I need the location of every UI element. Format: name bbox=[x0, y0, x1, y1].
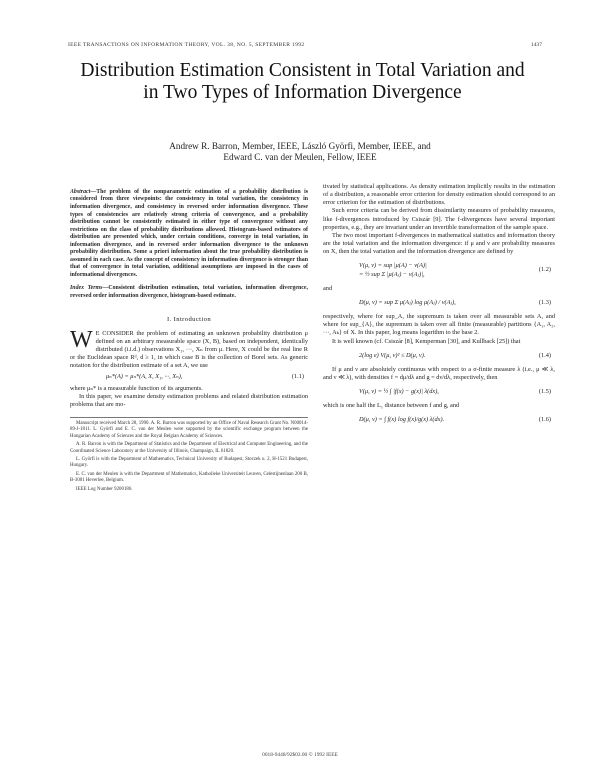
equation-1-6-number: (1.6) bbox=[538, 416, 551, 424]
right-column bbox=[323, 183, 555, 431]
footnote-gyorfi: L. Györfi is with the Department of Mathematics, Technical University of Budapest, Stoczek u. 2, H-1521 Budapest, Hungary. bbox=[70, 457, 308, 469]
equation-1-2-line-2: = ½ sup Σ |μ(Aⱼ) − ν(Aⱼ)|, bbox=[359, 270, 425, 278]
equation-1-3 bbox=[323, 293, 555, 313]
footnote-manuscript: Manuscript received March 28, 1990. A. R. Barron was supported by an Office of Naval Research Grant No. N00014-89-J-1811. L. Györfi and E. C. van der Meulen were supported by the scientific exchange program between the Hungarian Academy of Sciences and the Royal Belgian Academy of Sciences. bbox=[70, 421, 308, 439]
equation-1-3-body: D(μ, ν) = sup Σ μ(Aⱼ) log μ(Aⱼ) / ν(Aⱼ), bbox=[359, 298, 456, 306]
footnotes bbox=[70, 417, 308, 493]
intro-paragraph-1-text: E CONSIDER the problem of estimating an unknown probability distribution μ defined on an arbitrary measurable space (X, B), based on independent, identically distributed (i.i.d.) observations X₁, ···, Xₙ from μ. Here, X could be the real line R or the Euclidean space Rᵈ, d ≥ 1, in which case B is the collection of Borel sets. As generic notation for the distribution estimate of a set A, we use bbox=[70, 329, 308, 370]
equation-1-2 bbox=[323, 256, 555, 284]
equation-1-6 bbox=[323, 410, 555, 430]
abstract bbox=[70, 189, 308, 280]
right-paragraph-7: which is one half the L₁ distance between f and g, and bbox=[323, 402, 460, 410]
right-paragraph-1: tivated by statistical applications. As density estimation implicitly results in the estimation of a distribution, a reasonable error criterion for density estimation should correspond to an error criterion for the estimation of distributions. bbox=[323, 183, 555, 207]
equation-1-3-number: (1.3) bbox=[538, 298, 551, 306]
right-paragraph-4: respectively, where for sup_A, the supremum is taken over all measurable sets A, and where for sup_{A}, the supremum is taken over all finite (measurable) partitions {A₁, A₂, ···, Aₖ} of X. In this paper, log means logarithm to the base 2. bbox=[323, 313, 555, 337]
drop-cap: W bbox=[70, 326, 93, 353]
abstract-text: —The problem of the nonparametric estimation of a probability distribution is considered from three viewpoints: the consistency in total variation, the consistency in information divergence, and consistency in reversed order information divergence. These types of consistencies are relatively strong criteria of convergence, and a probability distribution cannot be consistently estimated in either type of convergence without any restrictions on the class of probability distributions allowed. Histogram-based estimators of distribution are presented which, under certain conditions, converge in total variation, in information divergence, and in reversed order information divergence to the unknown probability distribution. Some a priori information about the true probability distribution is assumed in each case. As the concept of consistency in information divergence is stronger than that of convergence in total variation, additional assumptions are imposed in the cases of informational divergences. bbox=[70, 188, 308, 278]
footnote-van-der-meulen: E. C. van der Meulen is with the Department of Mathematics, Katholieke Universiteit Leuven, Celestijnenlaan 200 B, B-3001 Heverlee, Belgium. bbox=[70, 471, 308, 484]
equation-1-2-body bbox=[359, 262, 427, 278]
author-block bbox=[120, 141, 480, 163]
equation-1-4-number: (1.4) bbox=[538, 351, 551, 359]
right-paragraph-2: Such error criteria can be derived from dissimilarity measures of probability measures, like f-divergences introduced by Csiszár [9]. The f-divergences have several important properties, e.g., they are invariant under an invertible transformation of the sample space. bbox=[323, 207, 555, 231]
running-head: IEEE TRANSACTIONS ON INFORMATION THEORY, VOL. 38, NO. 5, SEPTEMBER 1992 bbox=[68, 42, 305, 48]
left-column bbox=[70, 183, 308, 495]
footnote-barron: A. R. Barron is with the Department of Statistics and the Department of Electrical and Computer Engineering, and the Coordinated Science Laboratory at the University of Illinois, Champaign, IL 61820. bbox=[70, 442, 308, 454]
equation-1-1 bbox=[70, 370, 308, 384]
equation-1-2-number: (1.2) bbox=[538, 266, 551, 274]
intro-paragraph-3: In this paper, we examine density estimation problems and related distribution estimation problems that are mo- bbox=[70, 392, 308, 408]
abstract-label: Abstract bbox=[70, 188, 91, 195]
author-line-1: Andrew R. Barron, Member, IEEE, László Györfi, Member, IEEE, and bbox=[169, 141, 431, 151]
intro-paragraph-1 bbox=[70, 326, 308, 371]
equation-1-5-body: V(μ, ν) = ½ ∫ |f(x) − g(x)| λ(dx), bbox=[359, 388, 439, 396]
equation-1-4-body: 2(log e) V(μ, ν)² ≤ D(μ, ν). bbox=[359, 351, 426, 359]
equation-1-1-number: (1.1) bbox=[291, 373, 304, 381]
right-word-and: and bbox=[323, 284, 333, 292]
page-number: 1437 bbox=[530, 42, 542, 48]
intro-paragraph-2: where μₙ* is a measurable function of its arguments. bbox=[70, 384, 203, 392]
right-paragraph-3: The two most important f-divergences in mathematical statistics and information theory are the total variation and the information divergence: if μ and ν are probability measures on X, then the total variation and the information divergence are defined by bbox=[323, 231, 555, 256]
footnote-log-number: IEEE Log Number 9200186. bbox=[76, 486, 133, 492]
equation-1-2-line-1: V(μ, ν) = sup |μ(A) − ν(A)| bbox=[359, 262, 427, 270]
equation-1-4 bbox=[323, 346, 555, 366]
copyright-line: 0018-9448/92$03.00 © 1992 IEEE bbox=[262, 752, 338, 758]
paper-title: Distribution Estimation Consistent in Total Variation and in Two Types of Information Divergence bbox=[80, 60, 525, 103]
equation-1-5 bbox=[323, 382, 555, 402]
index-terms-label: Index Terms bbox=[70, 285, 103, 292]
equation-1-1-body: μₙ*(A) = μₙ*(A, X, X₁, ···, Xₙ), bbox=[106, 373, 183, 381]
index-terms-text: —Consistent distribution estimation, total variation, information divergence, reversed order information divergence, histogram-based estimate. bbox=[70, 285, 308, 299]
right-paragraph-5: It is well known (cf. Csiszár [8], Kemperman [30], and Kullback [25]) that bbox=[332, 337, 521, 345]
equation-1-6-body: D(μ, ν) = ∫ f(x) log f(x)/g(x) λ(dx). bbox=[359, 416, 445, 424]
section-heading-introduction: I. Introduction bbox=[166, 316, 212, 324]
author-line-2: Edward C. van der Meulen, Fellow, IEEE bbox=[223, 152, 377, 162]
index-terms bbox=[70, 285, 308, 300]
equation-1-5-number: (1.5) bbox=[538, 388, 551, 396]
right-paragraph-6: If μ and ν are absolutely continuous with respect to a σ-finite measure λ (i.e., μ ≪ λ, and ν ≪ λ), with densities f = dμ/dλ and g = dν/dλ, respectively, then bbox=[323, 365, 555, 381]
